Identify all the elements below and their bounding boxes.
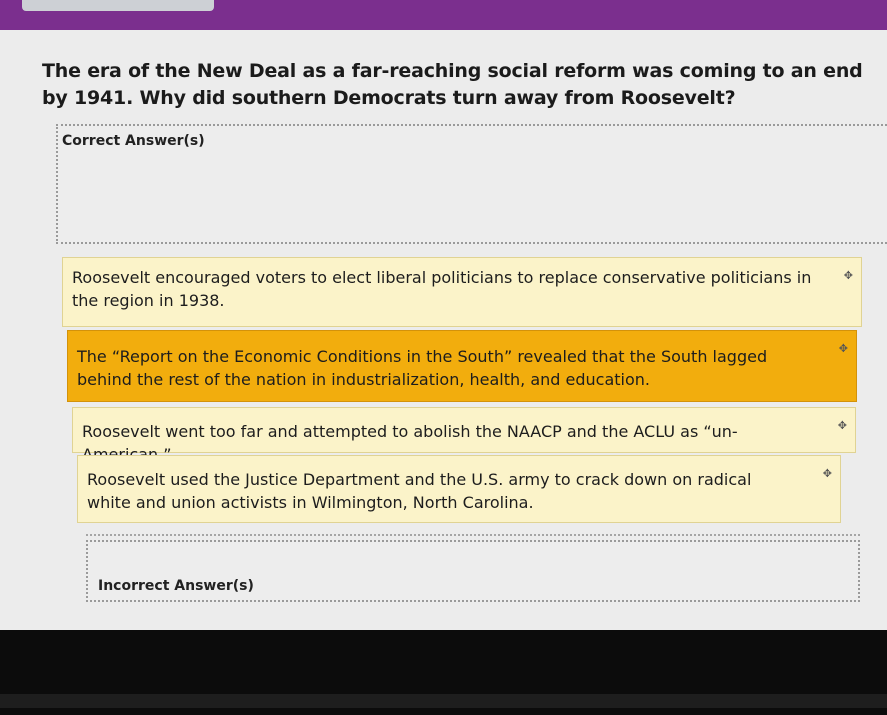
browser-header-bar bbox=[0, 0, 887, 34]
correct-answers-label: Correct Answer(s) bbox=[62, 133, 205, 149]
answer-option-1[interactable] bbox=[62, 257, 862, 327]
question-text: The era of the New Deal as a far-reaching social reform was coming to an end by 1941. Why did southern Democrats turn away from Roosevelt? bbox=[42, 60, 863, 109]
answer-option-text: The “Report on the Economic Conditions in the South” revealed that the South lagged behind the rest of the nation in industrialization, health, and education. bbox=[77, 347, 768, 389]
answer-option-2[interactable] bbox=[67, 330, 857, 402]
correct-answers-drop-zone[interactable] bbox=[56, 124, 887, 244]
answer-option-text: Roosevelt went too far and attempted to abolish the NAACP and the ACLU as “un- bbox=[82, 422, 738, 441]
move-handle-icon[interactable]: ✥ bbox=[843, 269, 853, 282]
incorrect-answers-drop-zone[interactable] bbox=[86, 540, 860, 602]
section-divider bbox=[86, 534, 860, 536]
browser-tab[interactable] bbox=[22, 0, 214, 11]
answer-option-4[interactable] bbox=[77, 455, 841, 523]
bezel-edge bbox=[0, 694, 887, 708]
screen-bottom-bezel bbox=[0, 630, 887, 715]
answer-option-text: Roosevelt encouraged voters to elect liberal politicians to replace conservative politicians in the region in 1938. bbox=[72, 268, 812, 310]
move-handle-icon[interactable]: ✥ bbox=[837, 419, 847, 432]
move-handle-icon[interactable]: ✥ bbox=[822, 467, 832, 480]
move-handle-icon[interactable]: ✥ bbox=[838, 342, 848, 355]
answer-option-3[interactable] bbox=[72, 407, 856, 453]
answer-option-text: Roosevelt used the Justice Department and the U.S. army to crack down on radical white and union activists in Wilmington, North Carolina. bbox=[87, 470, 752, 512]
incorrect-answers-label: Incorrect Answer(s) bbox=[98, 578, 254, 594]
